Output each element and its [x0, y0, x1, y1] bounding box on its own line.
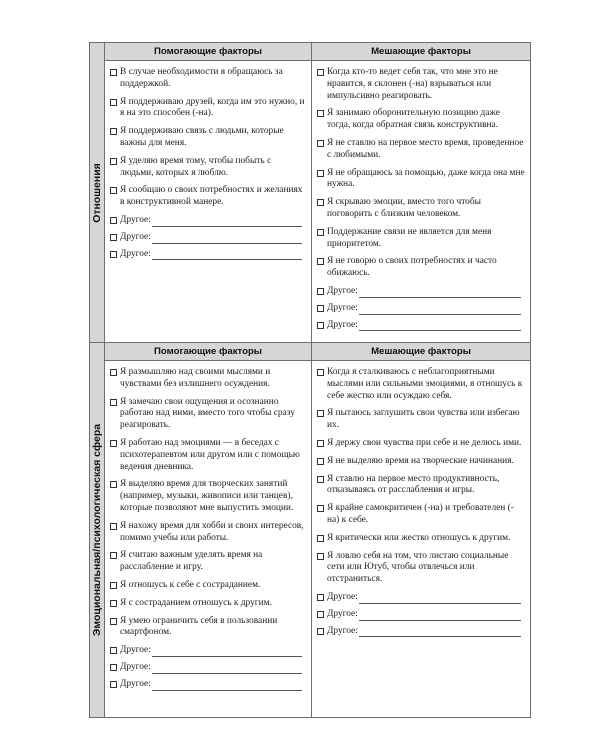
checkbox-icon[interactable]	[317, 322, 324, 329]
checkbox-icon[interactable]	[317, 199, 324, 206]
hindering-factors-column	[312, 43, 530, 342]
section-label: Отношения	[91, 162, 103, 223]
checklist-item[interactable]: Я выделяю время для творческих занятий (например, музыки, живописи или танцев), которые позволяют мне выпустить эмоции.	[110, 479, 306, 514]
section-side-bar	[90, 343, 105, 717]
checkbox-icon[interactable]	[317, 170, 324, 177]
checkbox-icon[interactable]	[317, 140, 324, 147]
checklist-item[interactable]: Я крайне самокритичен (-на) и требователен (-на) к себе.	[317, 503, 525, 527]
checkbox-icon[interactable]	[317, 110, 324, 117]
checklist-item[interactable]: Я с состраданием отношусь к другим.	[110, 598, 306, 610]
write-in-line[interactable]	[359, 627, 521, 637]
checkbox-icon[interactable]	[110, 217, 117, 224]
checkbox-icon[interactable]	[110, 523, 117, 530]
section-side-bar	[90, 43, 105, 342]
checklist-item[interactable]: Я умею ограничить себя в пользовании смартфоном.	[110, 616, 306, 640]
checklist-item[interactable]: Поддержание связи не является для меня приоритетом.	[317, 227, 525, 251]
checklist-item[interactable]: Когда я сталкиваюсь с неблагоприятными мыслями или сильными эмоциями, я отношусь к себе жестко или осуждаю себя.	[317, 367, 525, 402]
checklist-item[interactable]: Я скрываю эмоции, вместо того чтобы поговорить с близким человеком.	[317, 197, 525, 221]
checkbox-icon[interactable]	[110, 251, 117, 258]
checkbox-icon[interactable]	[110, 481, 117, 488]
other-entry[interactable]: Другое:	[110, 232, 306, 244]
column-header: Помогающие факторы	[105, 43, 311, 61]
other-entry[interactable]: Другое:	[110, 249, 306, 261]
checkbox-icon[interactable]	[317, 410, 324, 417]
checklist-item[interactable]: Я занимаю оборонительную позицию даже тогда, когда обратная связь конструктивна.	[317, 108, 525, 132]
write-in-line[interactable]	[359, 321, 521, 331]
write-in-line[interactable]	[152, 250, 302, 260]
write-in-line[interactable]	[152, 217, 302, 227]
checkbox-icon[interactable]	[110, 187, 117, 194]
checkbox-icon[interactable]	[317, 535, 324, 542]
checklist-item[interactable]: Я уделяю время тому, чтобы побыть с людьми, которых я люблю.	[110, 156, 306, 180]
checkbox-icon[interactable]	[317, 628, 324, 635]
checklist-item[interactable]: Когда кто-то ведет себя так, что мне это не нравится, я склонен (-на) взрываться или импульсивно реагировать.	[317, 67, 525, 102]
other-entry[interactable]: Другое:	[317, 320, 525, 332]
checklist-item[interactable]: Я работаю над эмоциями — в беседах с психотерапевтом или другом или с помощью ведения дневника.	[110, 438, 306, 473]
checkbox-icon[interactable]	[110, 647, 117, 654]
write-in-line[interactable]	[152, 664, 302, 674]
checkbox-icon[interactable]	[317, 476, 324, 483]
section-emotional	[90, 343, 530, 717]
checklist-item[interactable]: Я поддерживаю друзей, когда им это нужно, и я на это способен (-на).	[110, 97, 306, 121]
other-entry[interactable]: Другое:	[317, 609, 525, 621]
other-entry[interactable]: Другое:	[110, 679, 306, 691]
checkbox-icon[interactable]	[110, 681, 117, 688]
checklist-item[interactable]: Я не выделяю время на творческие начинания.	[317, 456, 525, 468]
write-in-line[interactable]	[359, 305, 521, 315]
checkbox-icon[interactable]	[110, 69, 117, 76]
other-entry[interactable]: Другое:	[110, 645, 306, 657]
other-entry[interactable]: Другое:	[110, 215, 306, 227]
section-label: Эмоциональная/психологическая сфера	[91, 423, 103, 637]
factors-table	[89, 42, 531, 718]
checkbox-icon[interactable]	[110, 369, 117, 376]
checkbox-icon[interactable]	[110, 600, 117, 607]
checklist-item[interactable]: Я считаю важным уделять время на расслабление и игру.	[110, 550, 306, 574]
write-in-line[interactable]	[152, 647, 302, 657]
checkbox-icon[interactable]	[110, 552, 117, 559]
checklist-item[interactable]: В случае необходимости я обращаюсь за поддержкой.	[110, 67, 306, 91]
write-in-line[interactable]	[152, 234, 302, 244]
helping-factors-column	[105, 43, 312, 342]
other-entry[interactable]: Другое:	[317, 626, 525, 638]
checklist-item[interactable]: Я не говорю о своих потребностях и часто обижаюсь.	[317, 256, 525, 280]
checkbox-icon[interactable]	[110, 618, 117, 625]
checklist-item[interactable]: Я поддерживаю связь с людьми, которые важны для меня.	[110, 126, 306, 150]
checkbox-icon[interactable]	[317, 288, 324, 295]
checklist-item[interactable]: Я критически или жестко отношусь к другим.	[317, 533, 525, 545]
column-header: Мешающие факторы	[312, 343, 530, 361]
checkbox-icon[interactable]	[110, 664, 117, 671]
checkbox-icon[interactable]	[317, 69, 324, 76]
checklist-item[interactable]: Я пытаюсь заглушить свои чувства или избегаю их.	[317, 408, 525, 432]
checkbox-icon[interactable]	[110, 234, 117, 241]
checkbox-icon[interactable]	[110, 158, 117, 165]
checkbox-icon[interactable]	[317, 505, 324, 512]
column-header: Мешающие факторы	[312, 43, 530, 61]
checkbox-icon[interactable]	[110, 128, 117, 135]
checkbox-icon[interactable]	[317, 553, 324, 560]
checkbox-icon[interactable]	[110, 399, 117, 406]
write-in-line[interactable]	[359, 288, 521, 298]
hindering-factors-column	[312, 343, 530, 717]
checklist-item[interactable]: Я сообщаю о своих потребностях и желаниях в конструктивной манере.	[110, 185, 306, 209]
checkbox-icon[interactable]	[317, 440, 324, 447]
checkbox-icon[interactable]	[317, 594, 324, 601]
write-in-line[interactable]	[359, 611, 521, 621]
checklist-item[interactable]: Я ставлю на первое место продуктивность, отказываясь от расслабления и игры.	[317, 474, 525, 498]
other-entry[interactable]: Другое:	[317, 592, 525, 604]
checkbox-icon[interactable]	[317, 369, 324, 376]
checkbox-icon[interactable]	[317, 611, 324, 618]
column-header: Помогающие факторы	[105, 343, 311, 361]
checkbox-icon[interactable]	[110, 582, 117, 589]
checklist-item[interactable]: Я отношусь к себе с состраданием.	[110, 580, 306, 592]
section-relationships	[90, 43, 530, 342]
write-in-line[interactable]	[152, 681, 302, 691]
checklist-item[interactable]: Я держу свои чувства при себе и не делюсь ими.	[317, 438, 525, 450]
checkbox-icon[interactable]	[110, 440, 117, 447]
checklist-item[interactable]: Я ловлю себя на том, что листаю социальные сети или Ютуб, чтобы отвлечься или отстраниться.	[317, 551, 525, 586]
checklist-item[interactable]: Я не обращаюсь за помощью, даже когда она мне нужна.	[317, 168, 525, 192]
checkbox-icon[interactable]	[110, 99, 117, 106]
checkbox-icon[interactable]	[317, 229, 324, 236]
checkbox-icon[interactable]	[317, 258, 324, 265]
checklist-item[interactable]: Я размышляю над своими мыслями и чувствами без излишнего осуждения.	[110, 367, 306, 391]
helping-factors-column	[105, 343, 312, 717]
other-entry[interactable]: Другое:	[317, 303, 525, 315]
checkbox-icon[interactable]	[317, 305, 324, 312]
other-entry[interactable]: Другое:	[317, 286, 525, 298]
checkbox-icon[interactable]	[317, 458, 324, 465]
checklist-item[interactable]: Я замечаю свои ощущения и осознанно работаю над ними, вместо того чтобы сразу реагировать.	[110, 397, 306, 432]
other-entry[interactable]: Другое:	[110, 662, 306, 674]
write-in-line[interactable]	[359, 594, 521, 604]
checklist-item[interactable]: Я нахожу время для хобби и своих интересов, помимо учебы или работы.	[110, 521, 306, 545]
checklist-item[interactable]: Я не ставлю на первое место время, проведенное с любимыми.	[317, 138, 525, 162]
